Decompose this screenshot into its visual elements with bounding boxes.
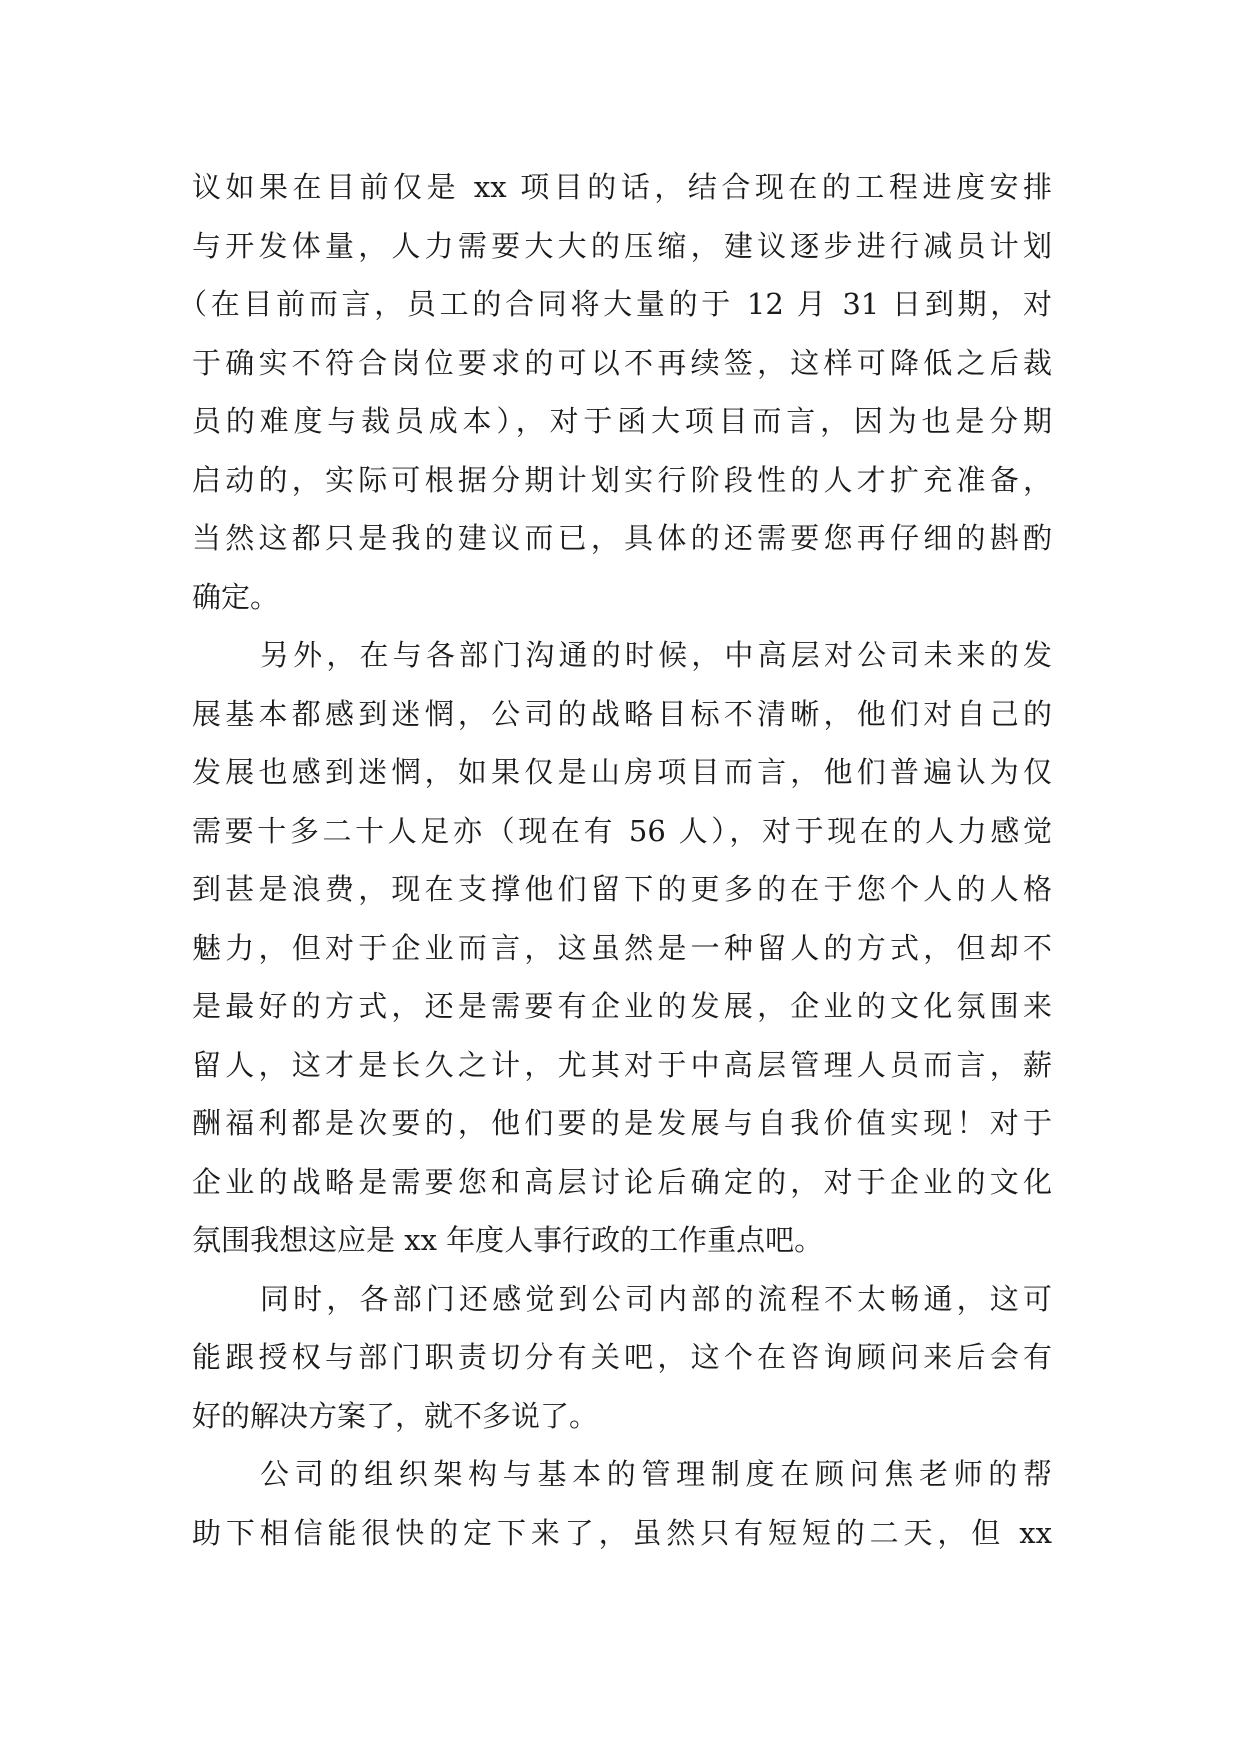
text-line: 同时，各部门还感觉到公司内部的流程不太畅通，这可 [260, 1281, 1052, 1316]
text-line: 另外，在与各部门沟通的时候，中高层对公司未来的发 [260, 638, 1052, 672]
text-line: 展基本都感到迷惘，公司的战略目标不清晰，他们对自己的 [192, 696, 1052, 731]
text-line: 发展也感到迷惘，如果仅是山房项目而言，他们普遍认为仅 [192, 755, 1052, 789]
text-line: 需要十多二十人足亦（现在有 56 人），对于现在的人力感觉 [192, 813, 1052, 848]
text-line: 能跟授权与部门职责切分有关吧，这个在咨询顾问来后会有 [192, 1340, 1052, 1374]
text-line: 好的解决方案了，就不多说了。 [192, 1398, 599, 1433]
text-line: 员的难度与裁员成本），对于函大项目而言，因为也是分期 [192, 404, 1052, 438]
text-line: 与开发体量，人力需要大大的压缩，建议逐步进行减员计划 [192, 228, 1052, 263]
text-line: 助下相信能很快的定下来了，虽然只有短短的二天，但 xx [192, 1515, 1052, 1550]
text-line: 是最好的方式，还是需要有企业的发展，企业的文化氛围来 [192, 989, 1052, 1023]
text-line: 议如果在目前仅是 xx 项目的话，结合现在的工程进度安排 [192, 170, 1052, 204]
body-text [178, 158, 1052, 1562]
text-line: 魅力，但对于企业而言，这虽然是一种留人的方式，但却不 [192, 930, 1052, 965]
text-line: 于确实不符合岗位要求的可以不再续签，这样可降低之后裁 [192, 345, 1052, 380]
text-line: 留人，这才是长久之计，尤其对于中高层管理人员而言，薪 [192, 1047, 1052, 1082]
text-line: 氛围我想这应是 xx 年度人事行政的工作重点吧。 [192, 1223, 824, 1257]
text-line: （在目前而言，员工的合同将大量的于 12 月 31 日到期，对 [178, 287, 1052, 321]
text-line: 到甚是浪费，现在支撑他们留下的更多的在于您个人的人格 [192, 872, 1052, 906]
text-line: 启动的，实际可根据分期计划实行阶段性的人才扩充准备， [192, 462, 1052, 497]
text-line: 确定。 [192, 579, 280, 614]
text-line: 企业的战略是需要您和高层讨论后确定的，对于企业的文化 [192, 1164, 1052, 1199]
text-line: 当然这都只是我的建议而已，具体的还需要您再仔细的斟酌 [192, 521, 1052, 555]
text-line: 酬福利都是次要的，他们要的是发展与自我价值实现！对于 [192, 1106, 1052, 1140]
text-line: 公司的组织架构与基本的管理制度在顾问焦老师的帮 [260, 1457, 1052, 1491]
